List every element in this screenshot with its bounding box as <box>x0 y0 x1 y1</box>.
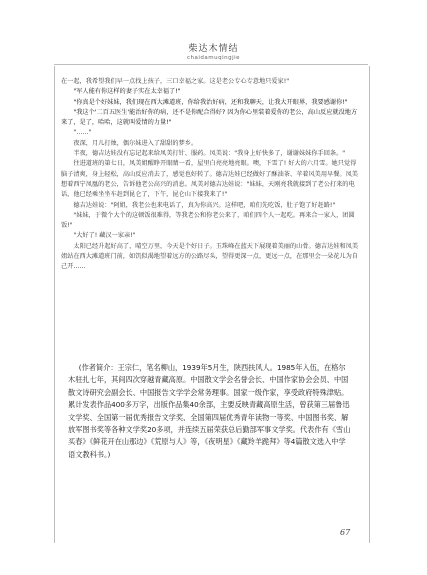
story-paragraph: "大好了! 藏汉一家亲!" <box>73 232 136 240</box>
story-paragraph: 半夜，德吉达娃没有忘记起来给凤美打针、服药。凤美说："我身上好快多了，谢谢妹妹你手回条。" <box>73 150 346 158</box>
page-number: 67 <box>340 528 351 537</box>
story-paragraph: "你真是个好妹妹，我们现在西大滩道班，你给我治好病，还和我聊天，让我大开眼界，我要感谢你!" <box>73 98 348 106</box>
story-paragraph: "妹妹，于微个大个的这顿饭很难得，等我老公和你老公来了，咱们四个人一起吃。再来合一家人，团圆饭!" <box>61 211 355 230</box>
story-paragraph: 在一起，我希望我们早一点找上孩子，三口幸福之家。这是老公专心专意地只爱家!" <box>61 78 290 85</box>
author-note: (作者简介：王宗仁，笔名柳山，1939年5月生，陕西扶风人。1985年入伍，在格尔木驻扎七年，其间四次穿越青藏高原。中国散文学会名誉会长、中国作家协会会员、中国散文诗研究会副会长、中国报告文学学会常务理事。国家一级作家，享受政府特殊津贴。累计发表作品400多万字，出版作品集40余部，主要反映青藏高原生活，曾获第三届鲁迅文学奖、全国第一届优秀报告文学奖、全国第四届优秀青年读物一等奖、中国图书奖、解放军图书奖等各种文学奖20多项，并连续五届荣获总后勤部军事文学奖。代表作有《雪山买春》《鲜花开在山那边》《荒原与人》等，《夜明星》《藏羚羊跪拜》等4篇散文选入中学语文教科书。) <box>68 363 351 459</box>
running-head-pinyin: chaidamuqingjie <box>186 55 241 61</box>
story-body <box>61 77 361 273</box>
story-paragraph: 太阳已经升起好高了，晴空万里，今天是个好日子。玉珠峰在蓝天下展现着美丽的山骨。德吉达娃和凤美姐站在西大滩道班门前，如饥似渴地望着远方的公路尽头，望得更深一点，更远一点，在那里会一朵花儿为自己开…… <box>61 242 359 271</box>
running-head <box>0 44 427 62</box>
story-paragraph: 夜深，月儿打烛，偶尔妹进入了甜甜的梦乡。 <box>73 139 198 147</box>
story-paragraph: 德吉达娃说："阿姐，我老公也来电话了，真为你高兴。这样吧，咱们先吃饭，肚子饱了好赶路!" <box>73 201 336 209</box>
running-head-title: 柴达木情结 <box>188 44 239 54</box>
story-paragraph: "军人能有你这样的妻子实在太幸福了!" <box>73 88 181 96</box>
header-rule <box>54 64 368 65</box>
story-paragraph: "我这个'二百五医生'能治好你的病，还不是你配合得好? 因为你心里装着爱你的老公，高山反应就没地方来了，是了，哈哈，这就叫爱情的力量!" <box>61 108 358 127</box>
story-paragraph: 往进道班的第七日，凤美姐醒睁开眼睛一看，屋里白亮亮地亮眼。噢，下雪了! 好大的六月雪。她只觉得脑子清爽，身上轻松，高山反应消去了，感觉也好转了。德吉达娃已经做好了酥油茶、苹着风美用早餐。凤美想着西宁凤凰的老公，告诉他老公高兴的消息。凤美对德吉达娃说："妹妹，天刚亮我就接到了老公打来的电话，他已经乘坐坐车赶到昆仑了，下午，昆仑山下接我来了!" <box>61 160 358 199</box>
story-paragraph: "……" <box>73 129 92 137</box>
